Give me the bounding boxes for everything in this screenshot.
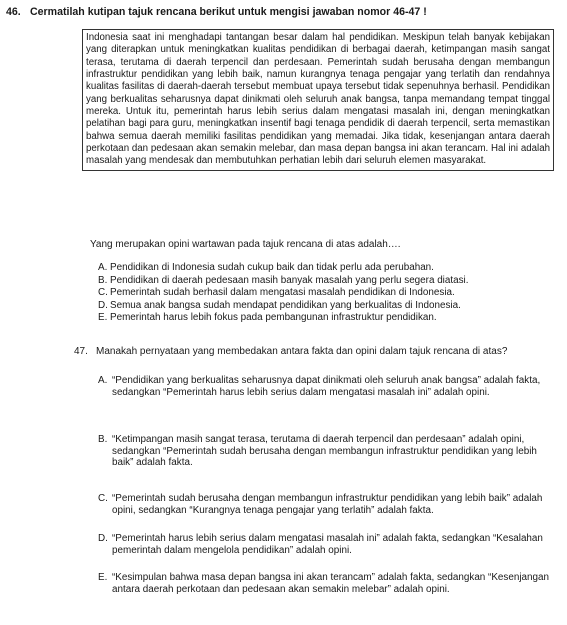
option-46-d[interactable]	[98, 300, 558, 313]
question-46-number: 46.	[6, 6, 21, 18]
option-text: Semua anak bangsa sudah mendapat pendidikan yang berkualitas di Indonesia.	[110, 299, 461, 311]
option-47-d[interactable]	[98, 533, 553, 556]
question-46-prompt: Yang merupakan opini wartawan pada tajuk rencana di atas adalah….	[90, 239, 401, 250]
option-letter: C.	[98, 287, 108, 299]
option-text: Pemerintah sudah berhasil dalam mengatasi masalah pendidikan di Indonesia.	[110, 287, 455, 299]
option-text: “Kesimpulan bahwa masa depan bangsa ini akan terancam” adalah fakta, sedangkan “Kesenjangan antara daerah perkotaan dan pedesaan akan semakin melebar” adalah opini.	[112, 572, 549, 595]
option-46-b[interactable]	[98, 275, 558, 288]
question-47-number: 47.	[74, 346, 88, 357]
option-letter: B.	[98, 434, 108, 445]
option-letter: E.	[98, 312, 108, 324]
option-letter: C.	[98, 493, 108, 504]
editorial-passage: Indonesia saat ini menghadapi tantangan besar dalam hal pendidikan. Meskipun telah banyak kebijakan yang diterapkan untuk meningkatkan kualitas pendidikan di berbagai daerah, ketimpangan masih sangat terasa, terutama di daerah terpencil dan perdesaan. Pemerintah sudah berusaha dengan membangun infrastruktur pendidikan yang lebih baik, namun kurangnya tenaga pengajar yang terlatih dan rendahnya kualitas fasilitas di daerah-daerah tersebut membuat upaya tersebut tidak sepenuhnya berhasil. Pendidikan yang berkualitas seharusnya dapat dinikmati oleh seluruh anak bangsa, tanpa memandang tempat tinggal mereka. Untuk itu, pemerintah harus lebih serius dalam mengatasi masalah ini, dengan meningkatkan pelatihan bagi para guru, meningkatkan insentif bagi tenaga pendidik di daerah terpencil, serta memastikan bahwa semua daerah memiliki fasilitas pendidikan yang memadai. Jika tidak, kesenjangan antara daerah perkotaan dan pedesaan akan semakin melebar, dan masa depan bangsa ini akan terancam. Hal ini adalah masalah yang mendesak dan membutuhkan perhatian lebih dari seluruh elemen masyarakat.	[82, 29, 554, 171]
option-47-b[interactable]	[98, 434, 553, 469]
question-47	[74, 345, 544, 358]
question-46-instruction	[6, 5, 561, 19]
option-47-a[interactable]	[98, 375, 553, 398]
option-46-a[interactable]	[98, 262, 558, 275]
option-letter: B.	[98, 274, 108, 286]
option-letter: A.	[98, 262, 108, 273]
instruction-text: Cermatilah kutipan tajuk rencana berikut untuk mengisi jawaban nomor 46-47 !	[30, 6, 427, 18]
option-text: “Pemerintah sudah berusaha dengan membangun infrastruktur pendidikan yang lebih baik” adalah opini, sedangkan “Kurangnya tenaga pengajar yang terlatih” adalah fakta.	[112, 493, 543, 516]
option-letter: D.	[98, 533, 108, 544]
option-text: “Pendidikan yang berkualitas seharusnya dapat dinikmati oleh seluruh anak bangsa” adalah fakta, sedangkan “Pemerintah harus lebih serius dalam mengatasi masalah ini” adalah opini.	[112, 375, 541, 398]
option-47-c[interactable]	[98, 493, 553, 516]
option-letter: A.	[98, 375, 108, 386]
option-46-c[interactable]	[98, 287, 558, 300]
option-text: Pendidikan di Indonesia sudah cukup baik dan tidak perlu ada perubahan.	[110, 262, 434, 273]
option-text: “Ketimpangan masih sangat terasa, terutama di daerah terpencil dan perdesaan” adalah opini, sedangkan “Pemerintah sudah berusaha dengan membangun infrastruktur pendidikan yang lebih baik” adalah fakta.	[112, 434, 537, 469]
option-letter: D.	[98, 299, 108, 311]
option-letter: E.	[98, 572, 108, 583]
option-46-e[interactable]	[98, 312, 558, 325]
option-47-e[interactable]	[98, 572, 553, 595]
option-text: Pemerintah harus lebih fokus pada pembangunan infrastruktur pendidikan.	[110, 312, 437, 324]
option-text: Pendidikan di daerah pedesaan masih banyak masalah yang perlu segera diatasi.	[110, 274, 469, 286]
question-46-options	[98, 262, 558, 325]
option-text: “Pemerintah harus lebih serius dalam mengatasi masalah ini” adalah fakta, sedangkan “Kesalahan pemerintah dalam mengelola pendidikan” adalah opini.	[112, 533, 543, 556]
question-47-text: Manakah pernyataan yang membedakan antara fakta dan opini dalam tajuk rencana di atas?	[96, 346, 508, 357]
